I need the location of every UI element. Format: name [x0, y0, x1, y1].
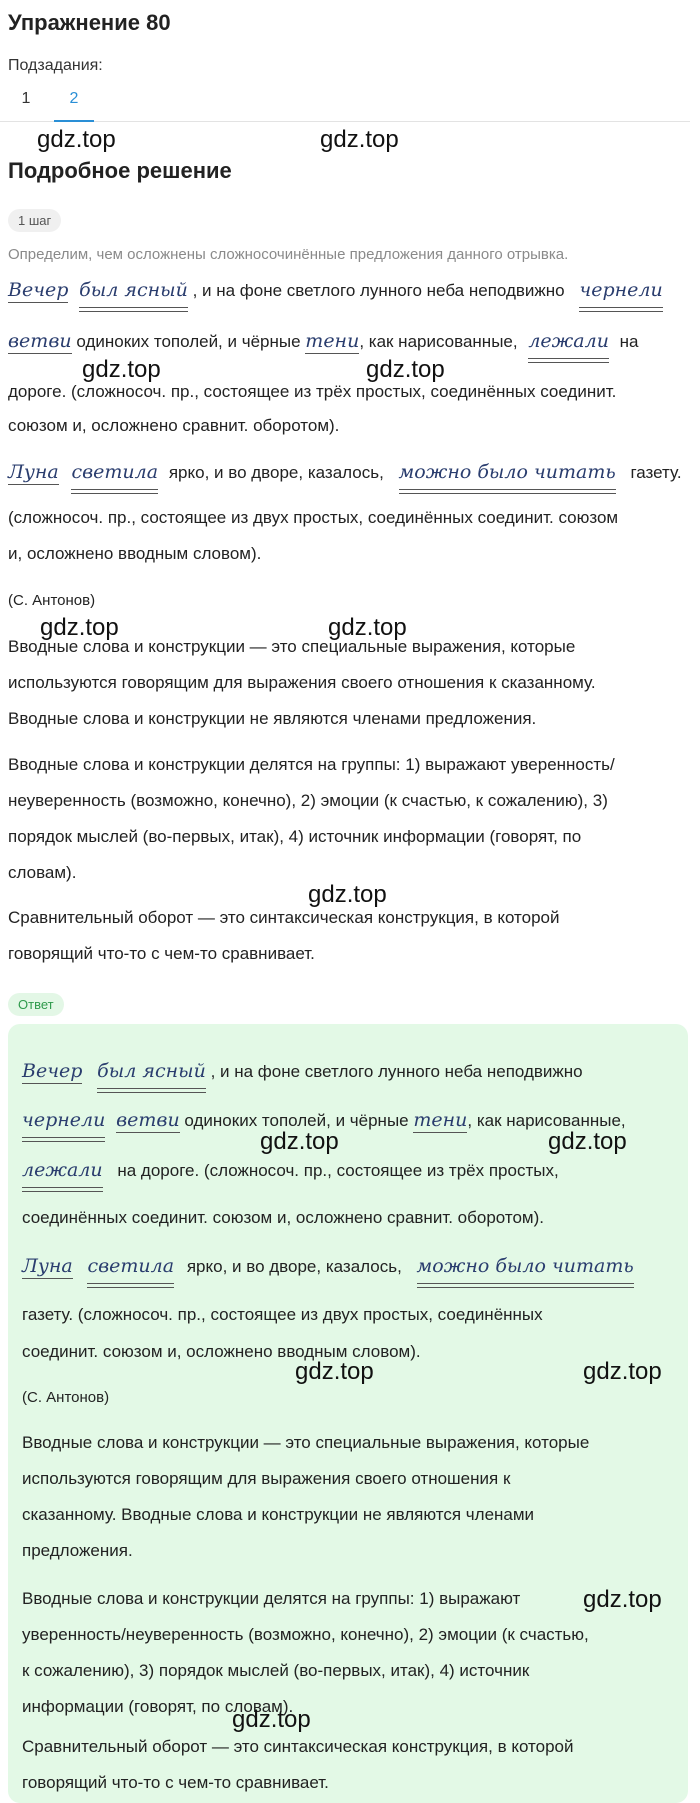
watermark: gdz.top	[583, 1358, 662, 1385]
watermark: gdz.top	[37, 126, 116, 153]
answer-text: уверенность/неуверенность (возможно, конечно), 2) эмоции (к счастью,	[22, 1625, 589, 1644]
answer-line: соединит. союзом и, осложнено вводным словом).	[22, 1342, 421, 1361]
section-title: Подробное решение	[8, 158, 232, 183]
subject-word: Луна	[22, 1255, 73, 1277]
subject-word: Вечер	[22, 1060, 83, 1082]
theory-text: Сравнительный оборот — это синтаксическая конструкция, в которой	[8, 908, 560, 927]
answer-text: Сравнительный оборот — это синтаксическая конструкция, в которой	[22, 1737, 574, 1756]
answer-line	[22, 1158, 559, 1183]
answer-badge: Ответ	[8, 993, 64, 1016]
subject-word: ветви	[8, 330, 72, 352]
watermark: gdz.top	[40, 614, 119, 641]
watermark: gdz.top	[232, 1706, 311, 1733]
watermark: gdz.top	[548, 1128, 627, 1155]
answer-text: к сожалению), 3) порядок мыслей (во-первых, итак), 4) источник	[22, 1661, 530, 1680]
sentence-line	[8, 460, 682, 485]
subtask-tabs	[0, 86, 690, 122]
predicate-word: был ясный	[97, 1060, 206, 1082]
answer-line	[22, 1254, 634, 1279]
answer-text: информации (говорят, по словам).	[22, 1697, 294, 1716]
answer-text: одиноких тополей, и чёрные	[184, 1111, 409, 1130]
theory-text: неуверенность (возможно, конечно), 2) эмоции (к счастью, к сожалению), 3)	[8, 791, 608, 810]
predicate-word: был ясный	[79, 279, 188, 301]
sentence-text: газету.	[630, 463, 682, 482]
sentence-line	[8, 329, 639, 354]
answer-text: используются говорящим для выражения своего отношения к	[22, 1469, 511, 1488]
sentence-text: , как нарисованные,	[359, 332, 518, 351]
answer-text: , и на фоне светлого лунного неба неподвижно	[210, 1062, 583, 1081]
theory-text: словам).	[8, 863, 77, 882]
theory-text: используются говорящим для выражения своего отношения к сказанному.	[8, 673, 596, 692]
sentence-line: и, осложнено вводным словом).	[8, 544, 262, 563]
subtasks-label: Подзадания:	[8, 57, 103, 74]
author: (С. Антонов)	[8, 592, 96, 609]
step-badge: 1 шаг	[8, 209, 61, 232]
answer-text: предложения.	[22, 1541, 133, 1560]
sentence-line: (сложносоч. пр., состоящее из двух простых, соединённых соединит. союзом	[8, 508, 619, 527]
watermark: gdz.top	[295, 1358, 374, 1385]
sentence-text: ярко, и во дворе, казалось,	[168, 463, 384, 482]
answer-line: газету. (сложносоч. пр., состоящее из двух простых, соединённых	[22, 1305, 543, 1324]
predicate-word: чернели	[579, 279, 663, 301]
answer-text: сказанному. Вводные слова и конструкции не являются членами	[22, 1505, 535, 1524]
tab-1[interactable]: 1	[21, 90, 31, 107]
predicate-word: можно было читать	[398, 461, 616, 483]
subject-word: тени	[413, 1109, 468, 1131]
theory-text: Вводные слова и конструкции делятся на группы: 1) выражают уверенность/	[8, 755, 615, 774]
watermark: gdz.top	[308, 881, 387, 908]
predicate-word: чернели	[22, 1109, 106, 1131]
predicate-word: лежали	[528, 330, 609, 352]
answer-line	[22, 1059, 583, 1084]
predicate-word: можно было читать	[416, 1255, 634, 1277]
theory-text: Вводные слова и конструкции не являются членами предложения.	[8, 709, 537, 728]
theory-text: говорящий что-то с чем-то сравнивает.	[8, 944, 315, 963]
theory-text: Вводные слова и конструкции — это специальные выражения, которые	[8, 637, 576, 656]
sentence-text: , и на фоне светлого лунного неба неподвижно	[192, 281, 565, 300]
sentence-text: одиноких тополей, и чёрные	[76, 332, 301, 351]
sentence-line	[8, 278, 663, 303]
watermark: gdz.top	[328, 614, 407, 641]
answer-text: говорящий что-то с чем-то сравнивает.	[22, 1773, 329, 1792]
page-title: Упражнение 80	[8, 10, 171, 35]
watermark: gdz.top	[260, 1128, 339, 1155]
watermark: gdz.top	[366, 356, 445, 383]
tab-2[interactable]: 2	[54, 90, 94, 122]
sentence-text: на	[619, 332, 639, 351]
subject-word: Луна	[8, 461, 59, 483]
predicate-word: светила	[87, 1255, 175, 1277]
answer-text: Вводные слова и конструкции — это специальные выражения, которые	[22, 1433, 590, 1452]
subject-word: ветви	[116, 1109, 180, 1131]
answer-text: Вводные слова и конструкции делятся на группы: 1) выражают	[22, 1589, 521, 1608]
watermark: gdz.top	[320, 126, 399, 153]
intro-text: Определим, чем осложнены сложносочинённые предложения данного отрывка.	[8, 246, 569, 263]
author: (С. Антонов)	[22, 1389, 110, 1406]
answer-text: ярко, и во дворе, казалось,	[186, 1257, 402, 1276]
subject-word: Вечер	[8, 279, 69, 301]
watermark: gdz.top	[82, 356, 161, 383]
predicate-word: лежали	[22, 1159, 103, 1181]
answer-text: , как нарисованные,	[467, 1111, 626, 1130]
watermark: gdz.top	[583, 1586, 662, 1613]
answer-text: на дороге. (сложносоч. пр., состоящее из трёх простых,	[117, 1161, 559, 1180]
sentence-line: союзом и, осложнено сравнит. оборотом).	[8, 416, 340, 435]
answer-line: соединённых соединит. союзом и, осложнено сравнит. оборотом).	[22, 1208, 544, 1227]
subject-word: тени	[305, 330, 360, 352]
sentence-line: дороге. (сложносоч. пр., состоящее из трёх простых, соединённых соединит.	[8, 382, 617, 401]
theory-text: порядок мыслей (во-первых, итак), 4) источник информации (говорят, по	[8, 827, 582, 846]
predicate-word: светила	[71, 461, 159, 483]
